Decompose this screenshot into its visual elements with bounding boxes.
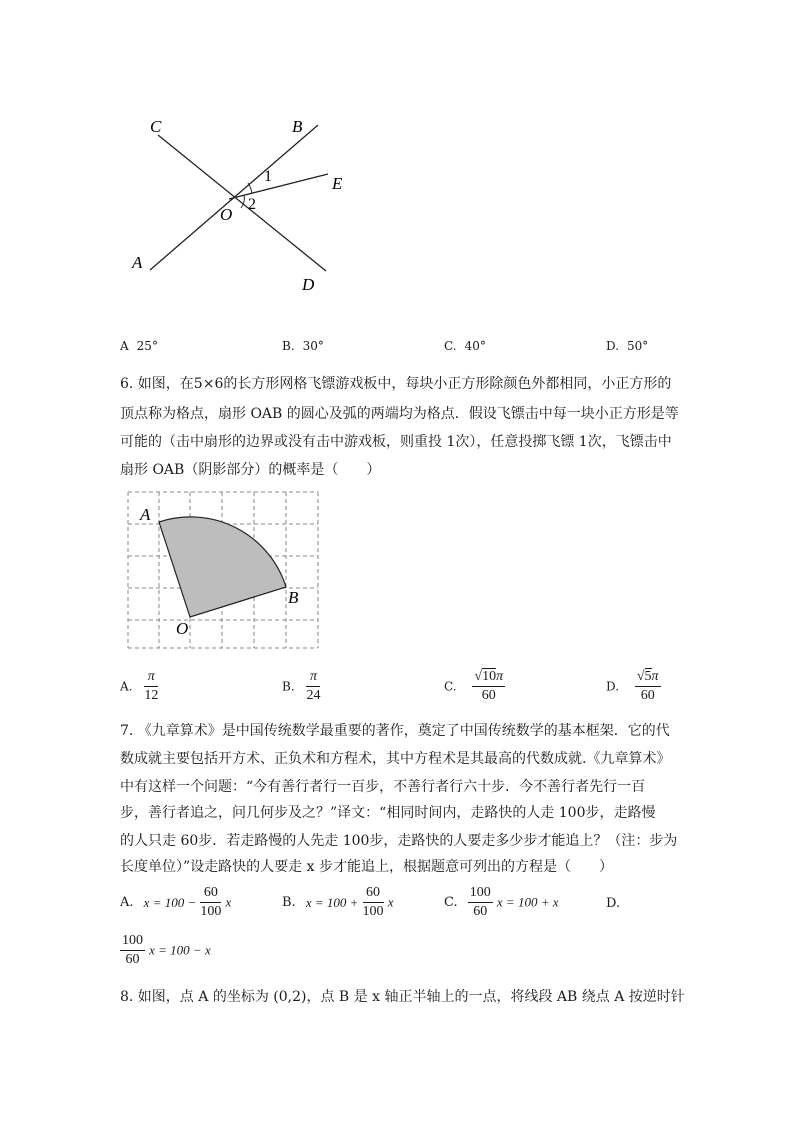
option-letter: D. bbox=[606, 896, 621, 911]
fraction-denominator: 100 bbox=[362, 904, 384, 919]
fraction-numerator: π bbox=[306, 668, 320, 687]
equation-rhs: x bbox=[387, 894, 394, 910]
option-letter: D. bbox=[606, 679, 620, 694]
option-letter: A bbox=[120, 339, 129, 353]
fraction-numerator bbox=[472, 668, 505, 687]
fraction-denominator: 12 bbox=[144, 688, 159, 703]
label-a: A bbox=[132, 253, 143, 272]
radicand: 5 bbox=[644, 669, 652, 684]
option-value: 25° bbox=[136, 339, 158, 353]
option-value: 50° bbox=[627, 339, 649, 353]
q6-option-b[interactable] bbox=[282, 668, 320, 705]
q7-option-b[interactable] bbox=[282, 884, 393, 921]
q6-line-2: 顶点称为格点，扇形 OAB 的圆心及弧的两端均为格点．假设飞镖击中每一块小正方形是等 bbox=[120, 406, 679, 422]
label-c: C bbox=[150, 117, 162, 136]
q7-option-a[interactable] bbox=[120, 884, 231, 921]
line-c-d bbox=[158, 135, 326, 271]
option-letter: B. bbox=[282, 339, 295, 353]
equation-lhs: x = 100 + bbox=[305, 894, 359, 910]
q6-option-c[interactable] bbox=[444, 668, 505, 705]
fraction-numerator: 100 bbox=[120, 932, 145, 951]
q5-option-d[interactable] bbox=[606, 339, 648, 353]
sqrt-sign: √ bbox=[474, 669, 483, 684]
q7-option-d-letter[interactable] bbox=[606, 896, 620, 911]
sqrt-sign: √ bbox=[636, 669, 645, 684]
fraction-numerator: π bbox=[144, 668, 158, 687]
option-letter: B. bbox=[282, 895, 296, 910]
pi-symbol: π bbox=[496, 669, 504, 684]
q6-line-1: 6. 如图，在5×6的长方形网格飞镖游戏板中，每块小正方形除颜色外都相同，小正方形的 bbox=[120, 376, 672, 392]
q5-option-a[interactable] bbox=[120, 339, 158, 353]
q7-line-6: 长度单位）”设走路快的人要走 x 步才能追上，根据题意可列出的方程是（ ） bbox=[120, 859, 613, 875]
q8-line-1: 8. 如图，点 A 的坐标为 (0,2)，点 B 是 x 轴正半轴上的一点，将线段 AB 绕点 A 按逆时针 bbox=[120, 989, 685, 1005]
equation-rhs: x = 100 − x bbox=[149, 942, 211, 958]
option-letter: C. bbox=[444, 339, 457, 353]
q6-grid-figure bbox=[120, 488, 330, 658]
option-letter: D. bbox=[606, 339, 620, 353]
option-letter: C. bbox=[444, 679, 457, 694]
label-a: A bbox=[140, 505, 151, 524]
q7-line-4: 步，善行者追之，问几何步及之？”译文：“相同时间内，走路快的人走 100步，走路慢 bbox=[120, 805, 656, 821]
option-letter: C. bbox=[444, 895, 458, 910]
q7-line-5: 的人只走 60步．若走路慢的人先走 100步，走路快的人要走多少步才能追上？（注：步为 bbox=[120, 833, 678, 849]
q5-angle-figure bbox=[120, 108, 370, 298]
fraction-numerator: 60 bbox=[200, 884, 221, 903]
q7-option-d[interactable] bbox=[120, 932, 211, 969]
q6-option-a[interactable] bbox=[120, 668, 158, 705]
option-value: 40° bbox=[464, 339, 486, 353]
label-angle-1: 1 bbox=[264, 168, 272, 185]
label-o: O bbox=[176, 619, 189, 638]
q5-option-c[interactable] bbox=[444, 339, 486, 353]
option-letter: A. bbox=[120, 679, 133, 694]
q7-line-1: 7. 《九章算术》是中国传统数学最重要的著作，奠定了中国传统数学的基本框架．它的代 bbox=[120, 723, 670, 739]
label-b: B bbox=[292, 117, 303, 136]
pi-symbol: π bbox=[651, 669, 659, 684]
fraction-numerator: 100 bbox=[468, 884, 493, 903]
option-value: 30° bbox=[302, 339, 324, 353]
equation-rhs: x = 100 + x bbox=[496, 894, 559, 910]
angle-2-arc bbox=[241, 195, 244, 208]
q7-option-c[interactable] bbox=[444, 884, 559, 921]
label-d: D bbox=[302, 275, 315, 294]
fraction-denominator: 100 bbox=[200, 904, 222, 919]
label-o: O bbox=[220, 205, 233, 224]
fraction-denominator: 60 bbox=[640, 688, 655, 703]
radicand: 10 bbox=[482, 669, 497, 684]
q7-line-2: 数成就主要包括开方术、正负术和方程术，其中方程术是其最高的代数成就.《九章算术》 bbox=[120, 751, 671, 767]
fraction-numerator bbox=[635, 668, 661, 687]
angle-1-arc bbox=[248, 183, 252, 194]
fraction-denominator: 60 bbox=[473, 904, 488, 919]
label-angle-2: 2 bbox=[248, 196, 256, 213]
fraction-denominator: 60 bbox=[125, 952, 140, 967]
option-letter: A. bbox=[120, 895, 134, 910]
fraction-numerator: 60 bbox=[363, 884, 384, 903]
equation-rhs: x bbox=[225, 894, 232, 910]
equation-lhs: x = 100 − bbox=[143, 894, 197, 910]
q6-option-d[interactable] bbox=[606, 668, 661, 705]
fraction-denominator: 24 bbox=[306, 688, 321, 703]
label-e: E bbox=[332, 174, 343, 193]
option-letter: B. bbox=[282, 679, 295, 694]
q6-line-4: 扇形 OAB（阴影部分）的概率是（ ） bbox=[120, 462, 381, 478]
q7-line-3: 中有这样一个问题：“今有善行者行一百步，不善行者行六十步．今不善行者先行一百 bbox=[120, 779, 646, 795]
q5-option-b[interactable] bbox=[282, 339, 324, 353]
label-b: B bbox=[288, 588, 299, 607]
q6-line-3: 可能的（击中扇形的边界或没有击中游戏板，则重投 1次），任意投掷飞镖 1次，飞镖击中 bbox=[120, 434, 672, 450]
sector-oab bbox=[159, 517, 286, 617]
fraction-denominator: 60 bbox=[481, 688, 496, 703]
